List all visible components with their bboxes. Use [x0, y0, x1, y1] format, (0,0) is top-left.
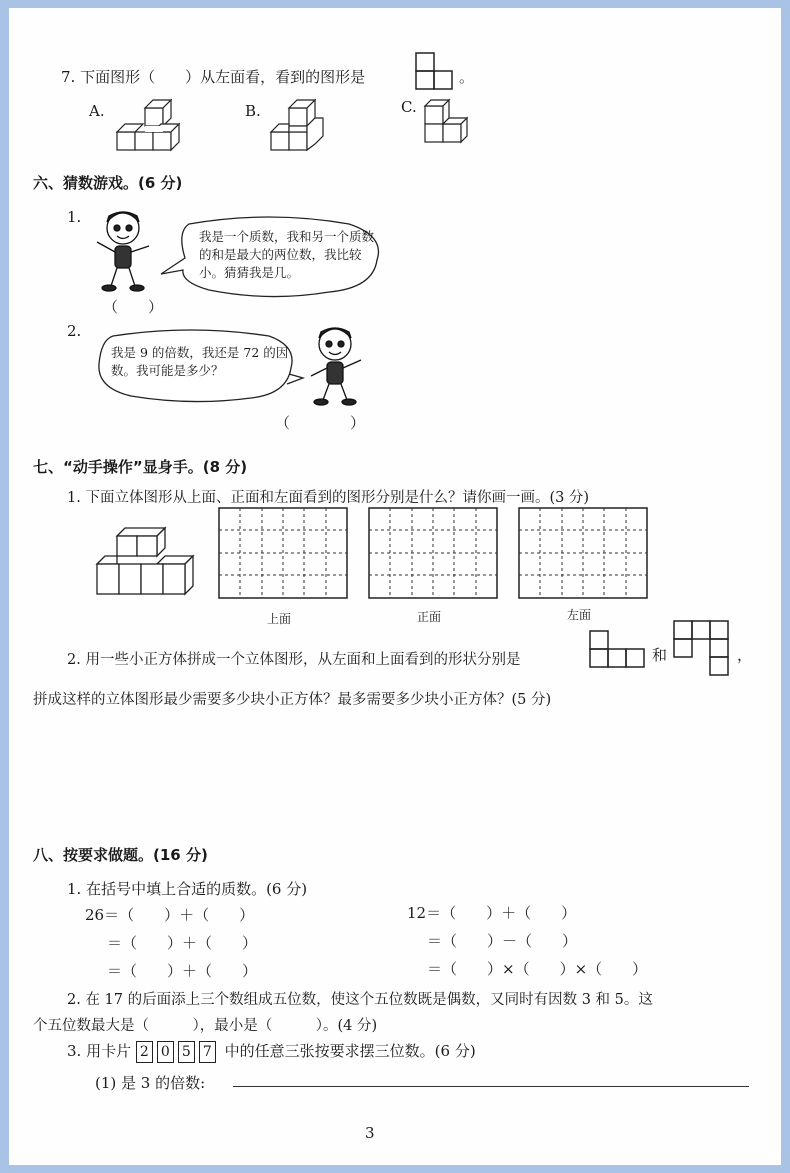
sec8-q3-sub1: (1) 是 3 的倍数: [95, 1074, 206, 1092]
section-8-title: 八、按要求做题。(16 分) [33, 846, 208, 864]
option-c-cube-figure [419, 92, 479, 148]
sec8-q1-text: 1. 在括号中填上合适的质数。(6 分) [67, 880, 308, 898]
right-eq-1[interactable]: 12＝（ ）＋（ ） [407, 904, 577, 922]
right-eq-2[interactable]: ＝（ ）－（ ） [427, 932, 578, 950]
number-card: 5 [178, 1041, 195, 1063]
sec8-q2-line1: 2. 在 17 的后面添上三个数组成五位数，使这个五位数既是偶数，又同时有因数 3 和 5。这 [67, 992, 653, 1008]
sec7-q1-text: 1. 下面立体图形从上面、正面和左面看到的图形分别是什么？请你画一画。(3 分) [67, 490, 590, 506]
grid-left-view[interactable] [519, 508, 649, 600]
section-6-title: 六、猜数游戏。(6 分) [33, 174, 183, 192]
top-view-shape [673, 620, 733, 680]
label-top-view: 上面 [267, 612, 292, 626]
q7-prompt [61, 66, 365, 87]
option-a-cube-figure [109, 96, 189, 150]
sec8-q3-before: 3. 用卡片 [67, 1042, 132, 1060]
page-number: 3 [365, 1124, 375, 1142]
sec6-q1-number: 1. [67, 208, 82, 226]
bubble-2-text: 我是 9 的倍数，我还是 72 的因数。我可能是多少？ [111, 345, 289, 378]
cartoon-boy-2 [301, 324, 371, 408]
section-7-title: 七、“动手操作”显身手。(8 分) [33, 458, 248, 476]
cartoon-boy-1 [87, 206, 157, 296]
worksheet-page [9, 8, 781, 1165]
number-card: 0 [157, 1041, 174, 1063]
sec7-q2-and: 和 [652, 646, 668, 664]
grid-front-view[interactable] [369, 508, 499, 600]
q7-left-view-figure [415, 52, 455, 88]
left-eq-1[interactable]: 26＝（ ）＋（ ） [85, 906, 255, 924]
sec6-q2-answer-blank[interactable]: （ ） [275, 414, 366, 432]
label-left-view: 左面 [567, 608, 592, 622]
q7-option-c: C. [401, 98, 417, 116]
sec7-q2-line2: 拼成这样的立体图形最少需要多少块小正方体？最多需要多少块小正方体？(5 分) [33, 692, 552, 708]
left-view-shape [589, 630, 649, 672]
left-eq-3[interactable]: ＝（ ）＋（ ） [107, 962, 258, 980]
bubble-1-text: 我是一个质数，我和另一个质数的和是最大的两位数，我比较小。猜猜我是几。 [199, 229, 375, 280]
right-eq-3[interactable]: ＝（ ）×（ ）×（ ） [427, 960, 648, 978]
left-eq-2[interactable]: ＝（ ）＋（ ） [107, 934, 258, 952]
grid-top-view[interactable] [219, 508, 349, 600]
sec7-q2-line1: 2. 用一些小正方体拼成一个立体图形，从左面和上面看到的形状分别是 [67, 652, 521, 668]
sec7-q2-comma: ， [737, 646, 753, 664]
sec6-q1-answer-blank[interactable]: （ ） [103, 298, 164, 316]
sec8-q3-prompt [67, 1040, 476, 1063]
number-card: 2 [136, 1041, 153, 1063]
q7-text: 7. 下面图形（ ）从左面看，看到的图形是 [61, 68, 366, 86]
sec6-q2-number: 2. [67, 322, 82, 340]
option-b-cube-figure [265, 96, 335, 152]
q7-option-a: A. [89, 102, 105, 120]
solid-figure-cubes [89, 524, 193, 600]
sec8-q2-line2[interactable]: 个五位数最大是（ ），最小是（ ）。(4 分) [33, 1018, 378, 1034]
label-front-view: 正面 [417, 610, 442, 624]
q7-period: 。 [459, 68, 475, 86]
number-card: 7 [199, 1041, 216, 1063]
sec8-q3-after: 中的任意三张按要求摆三位数。(6 分) [224, 1042, 476, 1060]
q7-option-b: B. [245, 102, 261, 120]
answer-line-sub1[interactable] [233, 1086, 749, 1087]
